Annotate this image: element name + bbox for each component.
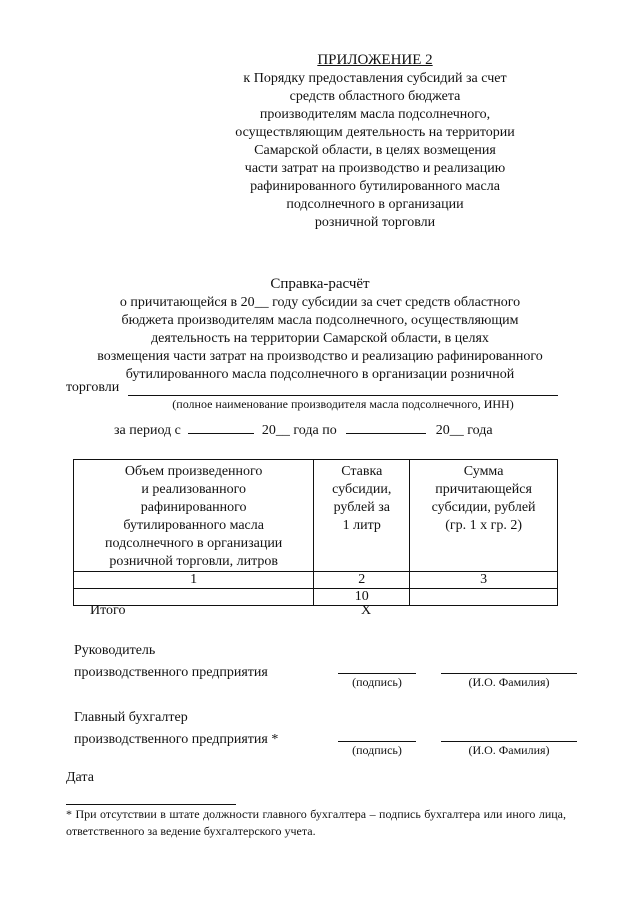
- producer-prefix: торговли: [66, 380, 120, 395]
- director-signer: [74, 640, 268, 684]
- producer-name-field[interactable]: [128, 394, 558, 396]
- producer-caption: (полное наименование производителя масла подсолнечного, ИНН): [172, 397, 514, 411]
- signature-caption: (подпись): [352, 675, 402, 689]
- appendix-subtitle: [200, 70, 550, 232]
- signer-title: Главный бухгалтер: [74, 710, 188, 725]
- column-number: 3: [410, 572, 558, 589]
- reference-line: деятельность на территории Самарской области, в целях: [151, 331, 489, 346]
- accountant-name-field[interactable]: [441, 740, 577, 742]
- reference-title: Справка-расчёт: [270, 276, 370, 292]
- total-rate-mark: Х: [361, 603, 372, 618]
- appendix-line: к Порядку предоставления субсидий за счет: [243, 71, 507, 86]
- appendix-line: производителям масла подсолнечного,: [259, 107, 491, 122]
- reference-description: [60, 294, 580, 384]
- period-mid: года по: [293, 423, 337, 438]
- reference-line: бутилированного масла подсолнечного в организации розничной: [125, 367, 515, 382]
- column-number: 1: [74, 572, 314, 589]
- appendix-line: рафинированного бутилированного масла: [250, 179, 500, 194]
- amount-cell[interactable]: [410, 589, 558, 606]
- header-volume: Объем произведенного и реализованного рафинированного бутилированного масла подсолнечного в организации розничной торговли, литров: [74, 460, 314, 572]
- signer-title: Руководитель: [74, 643, 156, 658]
- signature-caption: (подпись): [352, 743, 402, 757]
- header-amount: Сумма причитающейся субсидии, рублей (гр. 1 х гр. 2): [410, 460, 558, 572]
- period-start-field[interactable]: [188, 421, 254, 434]
- rate-cell: 10: [314, 589, 410, 606]
- reference-line: возмещения части затрат на производство и реализацию рафинированного: [97, 349, 543, 364]
- period-suffix: года: [467, 423, 493, 438]
- appendix-line: средств областного бюджета: [289, 89, 461, 104]
- period-year-end: 20__: [435, 423, 464, 438]
- name-caption: (И.О. Фамилия): [468, 675, 550, 689]
- table-row: [74, 589, 558, 606]
- calculation-table: [73, 459, 558, 606]
- director-signature-field[interactable]: [338, 672, 416, 674]
- signer-title: производственного предприятия *: [74, 732, 279, 747]
- footnote: * При отсутствии в штате должности главного бухгалтера – подпись бухгалтера или иного лица, ответственного за ведение бухгалтерского учета.: [66, 807, 566, 838]
- director-name-field[interactable]: [441, 672, 577, 674]
- appendix-title: ПРИЛОЖЕНИЕ 2: [317, 52, 433, 68]
- footnote-divider: [66, 803, 236, 805]
- accountant-signer: [74, 707, 278, 751]
- period-row: [114, 421, 493, 439]
- name-caption: (И.О. Фамилия): [468, 743, 550, 757]
- period-prefix: за период с: [114, 423, 181, 438]
- reference-line: о причитающейся в 20__ году субсидии за счет средств областного: [119, 295, 521, 310]
- accountant-signature-field[interactable]: [338, 740, 416, 742]
- date-label: Дата: [66, 770, 94, 785]
- column-number: 2: [314, 572, 410, 589]
- table-header-row: [74, 460, 558, 572]
- appendix-line: Самарской области, в целях возмещения: [254, 143, 496, 158]
- header-rate: Ставка субсидии, рублей за 1 литр: [314, 460, 410, 572]
- signer-title: производственного предприятия: [74, 665, 268, 680]
- reference-line: бюджета производителям масла подсолнечного, осуществляющим: [121, 313, 519, 328]
- appendix-line: осуществляющим деятельность на территории: [235, 125, 515, 140]
- appendix-line: розничной торговли: [314, 215, 436, 230]
- total-label: Итого: [90, 603, 126, 618]
- column-number-row: [74, 572, 558, 589]
- period-year-start: 20__: [261, 423, 290, 438]
- appendix-line: части затрат на производство и реализацию: [244, 161, 506, 176]
- appendix-line: подсолнечного в организации: [286, 197, 464, 212]
- period-end-field[interactable]: [346, 421, 426, 434]
